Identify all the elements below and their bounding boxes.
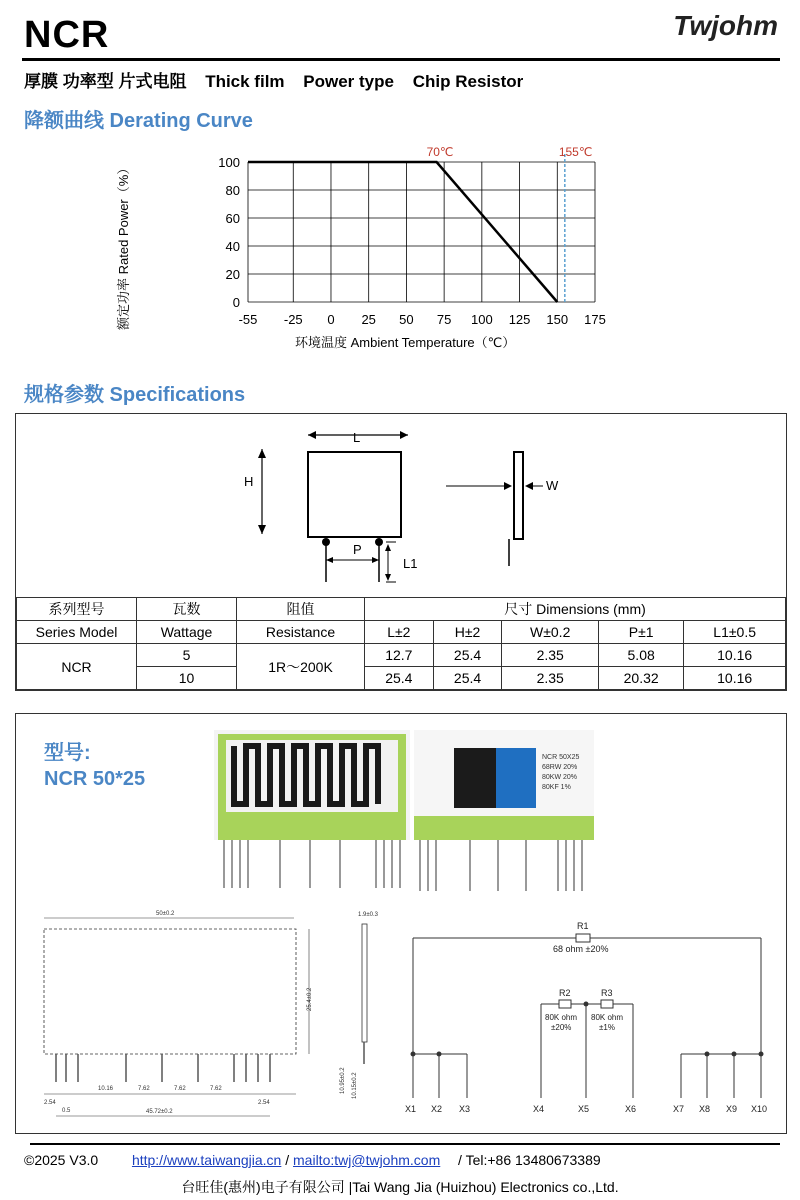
y-tick-label: 20 [225, 267, 240, 282]
y-tick-label: 100 [218, 155, 240, 170]
cell-watt: 10 [137, 667, 237, 690]
photo-text: NCR 50X25 [542, 754, 580, 761]
pin-label: X9 [726, 1104, 738, 1114]
cell-P: 5.08 [599, 644, 684, 667]
th-watt-cn: 瓦数 [137, 598, 237, 621]
specs-heading: 规格参数 Specifications [24, 384, 246, 406]
subtitle-cn: 厚膜 功率型 片式电阻 [24, 72, 187, 91]
table-row [17, 644, 786, 667]
dim-d8: 45.72±0.2 [146, 1109, 173, 1115]
r2-tol: ±20% [551, 1023, 572, 1032]
y-tick-label: 0 [232, 295, 240, 310]
derating-line [248, 162, 557, 302]
derating-chart [116, 140, 640, 365]
pin-label: X2 [431, 1104, 443, 1114]
x-tick-label: 100 [470, 312, 493, 327]
x-tick-label: -55 [238, 312, 258, 327]
dim-L: L [353, 430, 361, 445]
dim-d7: 0.5 [62, 1108, 71, 1114]
th-dimensions: 尺寸 Dimensions (mm) [365, 598, 786, 621]
dim-height: 25.4±0.2 [307, 987, 313, 1011]
cell-resistance: 1R～200K [237, 644, 365, 690]
footer-version: ©2025 V3.0 [24, 1152, 99, 1168]
spec-table [16, 597, 786, 690]
th-H: H±2 [433, 621, 502, 644]
x-tick-label: 125 [508, 312, 531, 327]
dim-d1: 2.54 [44, 1100, 56, 1106]
chart-ylabel: 额定功率 Rated Power（%） [116, 161, 131, 330]
r1-value: 68 ohm ±20% [553, 944, 609, 954]
dimension-drawing [16, 414, 786, 597]
footer-line: ©2025 V3.0 http://www.taiwangjia.cn / mailto:twj@twjohm.com / Tel:+86 13480673389 [24, 1152, 601, 1168]
cell-H: 25.4 [433, 667, 502, 690]
resistor-side [514, 452, 523, 539]
logo-text: Twjohm [673, 10, 778, 41]
x-tick-label: 25 [361, 312, 376, 327]
model-box [15, 713, 787, 1134]
website-link[interactable]: http://www.taiwangjia.cn [131, 1152, 282, 1168]
mechanical-drawing [26, 904, 396, 1129]
r2-value: 80K ohm [545, 1013, 578, 1022]
cell-W: 2.35 [502, 644, 599, 667]
r1-label: R1 [577, 921, 589, 931]
x-tick-label: 150 [546, 312, 569, 327]
th-L1: L1±0.5 [684, 621, 786, 644]
dim-L1: L1 [403, 556, 418, 571]
cell-model: NCR [17, 644, 137, 690]
circuit-diagram [401, 914, 786, 1124]
x-tick-label: -25 [283, 312, 303, 327]
x-tick-label: 75 [436, 312, 452, 327]
x-tick-label: 50 [399, 312, 414, 327]
y-tick-label: 60 [225, 211, 240, 226]
subtitle [24, 67, 537, 92]
r3-value: 80K ohm [591, 1013, 624, 1022]
pin-label: X5 [578, 1104, 590, 1114]
photo-text: 68RW 20% [542, 764, 578, 771]
r3-tol: ±1% [599, 1023, 615, 1032]
dim-d3: 7.62 [138, 1086, 150, 1092]
marker-70-label: 70℃ [426, 145, 454, 159]
subtitle-en1: Thick film [205, 72, 285, 91]
y-tick-label: 40 [225, 239, 240, 254]
resistor-body [308, 452, 401, 537]
cell-H: 25.4 [433, 644, 502, 667]
dim-lead1: 10.95±0.2 [340, 1067, 346, 1094]
dim-d6: 2.54 [258, 1100, 270, 1106]
dim-width: 50±0.2 [156, 911, 175, 917]
pin-label: X7 [673, 1104, 685, 1114]
pin-label: X8 [699, 1104, 711, 1114]
th-L: L±2 [365, 621, 434, 644]
model-name: NCR 50*25 [44, 768, 146, 790]
specs-box [15, 413, 787, 691]
dim-W: W [546, 478, 559, 493]
model-label: 型号: [44, 742, 91, 764]
footer-company: 台旺佳(惠州)电子有限公司 |Tai Wang Jia (Huizhou) Electronics co.,Ltd. [181, 1179, 619, 1195]
th-res-cn: 阻值 [237, 598, 365, 621]
th-series-cn: 系列型号 [17, 598, 137, 621]
page-title: NCR [24, 14, 110, 56]
th-W: W±0.2 [502, 621, 599, 644]
dim-d2: 10.16 [98, 1086, 114, 1092]
r2-label: R2 [559, 988, 571, 998]
derating-heading: 降额曲线 Derating Curve [24, 110, 253, 132]
th-series-en: Series Model [17, 621, 137, 644]
dim-thick: 1.9±0.3 [358, 912, 378, 918]
photo-text: 80KF 1% [542, 784, 571, 791]
cell-P: 20.32 [599, 667, 684, 690]
cell-watt: 5 [137, 644, 237, 667]
cell-L: 12.7 [365, 644, 434, 667]
footer-divider [30, 1143, 780, 1145]
cell-L: 25.4 [365, 667, 434, 690]
chart-xlabel: 环境温度 Ambient Temperature（℃） [295, 335, 516, 350]
product-photo [214, 726, 594, 896]
pin-label: X6 [625, 1104, 637, 1114]
cell-L1: 10.16 [684, 667, 786, 690]
brand-logo [673, 10, 778, 42]
th-P: P±1 [599, 621, 684, 644]
subtitle-en2: Power type [303, 72, 394, 91]
cell-L1: 10.16 [684, 644, 786, 667]
dim-lead2: 10.15±0.2 [352, 1072, 358, 1099]
pin-label: X10 [751, 1104, 768, 1114]
dim-H: H [244, 474, 254, 489]
x-tick-label: 0 [327, 312, 335, 327]
subtitle-en3: Chip Resistor [412, 72, 524, 91]
header-divider [22, 58, 780, 61]
photo-text: 80KW 20% [542, 774, 578, 781]
th-watt-en: Wattage [137, 621, 237, 644]
pin-label: X1 [405, 1104, 417, 1114]
cell-W: 2.35 [502, 667, 599, 690]
x-tick-label: 175 [584, 312, 606, 327]
email-link[interactable]: mailto:twj@twjohm.com [293, 1152, 441, 1168]
dim-P: P [353, 542, 362, 557]
marker-155-label: 155℃ [558, 145, 593, 159]
dim-d4: 7.62 [174, 1086, 186, 1092]
y-tick-label: 80 [225, 183, 240, 198]
pin-label: X3 [459, 1104, 471, 1114]
th-res-en: Resistance [237, 621, 365, 644]
pin-label: X4 [533, 1104, 545, 1114]
footer-tel: / Tel:+86 13480673389 [458, 1152, 601, 1168]
r3-label: R3 [601, 988, 613, 998]
dim-d5: 7.62 [210, 1086, 222, 1092]
